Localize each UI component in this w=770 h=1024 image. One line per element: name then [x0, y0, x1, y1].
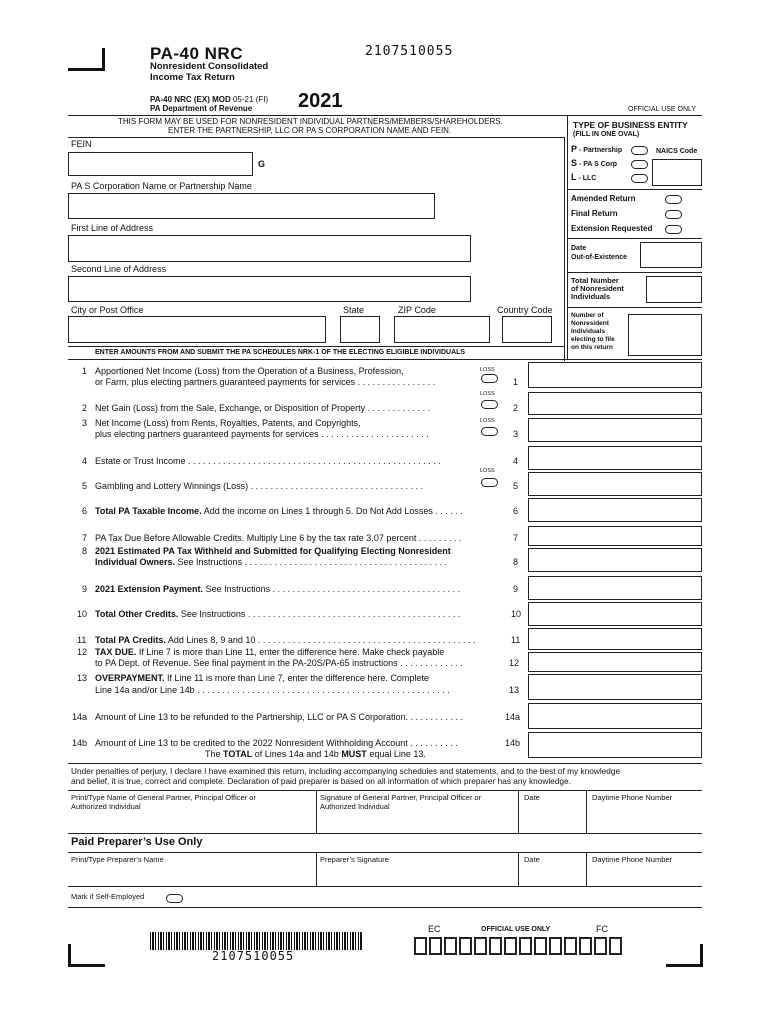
line-8-bold: Individual Owners. [95, 557, 176, 567]
extension-requested-oval[interactable] [665, 225, 682, 234]
entity-l-text: - LLC [578, 175, 597, 182]
form-id [150, 95, 268, 104]
line-2-loss-oval[interactable] [481, 400, 498, 409]
official-use-box-11 [564, 937, 577, 955]
address-line2-label: Second Line of Address [71, 264, 167, 274]
line-number-13: 13 [77, 673, 88, 683]
preparer-phone-label: Daytime Phone Number [592, 855, 673, 864]
official-use-box-3 [444, 937, 457, 955]
department-name: PA Department of Revenue [150, 104, 253, 113]
zip-field[interactable] [394, 316, 490, 343]
enter-amounts-top-rule [68, 346, 565, 347]
line-7-text: PA Tax Due Before Allowable Credits. Multiply Line 6 by the tax rate 3.07 percent . . . . . . . . . [95, 533, 462, 543]
entity-rule-3 [567, 272, 702, 273]
line-14a-amount-field[interactable] [528, 703, 702, 729]
preparer-phone-field[interactable] [588, 866, 700, 885]
line-13-marker: 13 [509, 685, 520, 695]
corner-mark-bottom-left [68, 944, 105, 967]
line-13-amount-field[interactable] [528, 674, 702, 700]
line-11-marker: 11 [511, 635, 521, 645]
preparer-divider-3 [586, 852, 587, 886]
line-3-text-a: Net Income (Loss) from Rents, Royalties, Patents, and Copyrights, [95, 418, 361, 428]
officer-phone-field[interactable] [588, 812, 700, 832]
date-out-of-existence-field[interactable] [640, 242, 702, 268]
line-2-text: Net Gain (Loss) from the Sale, Exchange, or Disposition of Property . . . . . . . . . . . . . [95, 403, 431, 413]
form-id-code: PA-40 NRC (EX) MOD [150, 95, 231, 104]
naics-field[interactable] [652, 159, 702, 186]
corner-mark-bottom-right [666, 944, 703, 967]
line-number-14b: 14b [72, 738, 88, 748]
official-use-box-5 [474, 937, 487, 955]
line-14b-text: Amount of Line 13 to be credited to the 2022 Nonresident Withholding Account . . . . . . . . . . [95, 738, 458, 748]
line-4-text: Estate or Trust Income . . . . . . . . . . . . . . . . . . . . . . . . . . . . . . . . . . . . . . . . . . . . . . . . . . . [95, 456, 441, 466]
total-nonresident-field[interactable] [646, 276, 702, 303]
line-11-rest: Add Lines 8, 9 and 10 . . . . . . . . . . . . . . . . . . . . . . . . . . . . . . . . . . . . . . . . . . . . [167, 635, 476, 645]
self-employed-oval[interactable] [166, 894, 183, 903]
official-use-box-12 [579, 937, 592, 955]
entity-p-letter: P [571, 144, 578, 154]
declaration-text-2: and belief, it is true, correct and complete. Declaration of paid preparer is based on all information of which preparer has any knowledge. [71, 776, 571, 786]
line-2-marker: 2 [513, 403, 519, 413]
electing-nonresident-field[interactable] [628, 314, 702, 356]
line-3-text-b: plus electing partners guaranteed payments for services . . . . . . . . . . . . . . . . . . . . . . [95, 429, 429, 439]
preparer-date-field[interactable] [520, 866, 584, 885]
line-2-amount-field[interactable] [528, 392, 702, 415]
preparer-signature-label: Preparer’s Signature [320, 855, 389, 864]
s-corp-oval[interactable] [631, 160, 648, 169]
signature-bottom-rule [68, 833, 702, 834]
line-7-marker: 7 [513, 533, 519, 543]
official-use-box-4 [459, 937, 472, 955]
declaration-top-rule [68, 763, 702, 764]
officer-signature-label-1: Signature of General Partner, Principal Officer or [320, 793, 482, 802]
line-number-10: 10 [77, 609, 88, 619]
line-5-loss-label: LOSS [480, 468, 495, 474]
entity-rule-4 [567, 307, 702, 308]
line-number-14a: 14a [72, 712, 88, 722]
preparer-bottom-rule [68, 886, 702, 887]
line-12-amount-field[interactable] [528, 652, 702, 672]
llc-oval[interactable] [631, 174, 648, 183]
preparer-name-field[interactable] [70, 866, 314, 885]
fc-label: FC [596, 924, 608, 934]
line-14-note-3: of Lines 14a and 14b [254, 749, 339, 759]
line-8-rest: See Instructions . . . . . . . . . . . . . . . . . . . . . . . . . . . . . . . . . . . . . . . . . [177, 557, 448, 567]
fein-field[interactable] [68, 152, 253, 176]
num-nr-label-1: Number of [571, 312, 604, 319]
line-14-note-4: MUST [341, 749, 367, 759]
line-5-loss-oval[interactable] [481, 478, 498, 487]
line-8-text-b [95, 557, 447, 567]
date-ooe-label-1: Date [571, 245, 587, 252]
line-9-marker: 9 [513, 584, 519, 594]
line-7-amount-field[interactable] [528, 526, 702, 546]
fein-label: FEIN [71, 139, 92, 149]
entity-partnership-label [571, 144, 622, 155]
line-9-bold: 2021 Extension Payment. [95, 584, 204, 594]
barcode-number: 2107510055 [212, 949, 295, 963]
line-8-amount-field[interactable] [528, 548, 702, 572]
line-1-loss-oval[interactable] [481, 374, 498, 383]
date-ooe-label-2: Out-of-Existence [571, 254, 628, 261]
final-return-oval[interactable] [665, 210, 682, 219]
entity-p-text: - Partnership [578, 147, 623, 154]
line-13-text-a [95, 673, 429, 683]
line-14-note-5: equal Line 13. [369, 749, 426, 759]
line-4-marker: 4 [513, 456, 519, 466]
entity-rule-2 [567, 238, 702, 239]
num-nr-label-5: on this return [571, 344, 613, 351]
barcode [150, 932, 362, 950]
country-code-label: Country Code [497, 305, 553, 315]
line-number-5: 5 [82, 481, 88, 491]
line-12-bold: TAX DUE. [95, 647, 137, 657]
corner-mark-top-left [68, 48, 105, 71]
officer-name-field[interactable] [70, 812, 314, 832]
preparer-title: Paid Preparer’s Use Only [71, 836, 203, 848]
officer-phone-label: Daytime Phone Number [592, 793, 673, 802]
line-1-marker: 1 [513, 377, 519, 387]
line-14-note-1: The [205, 749, 221, 759]
line-12-rest: If Line 7 is more than Line 11, enter the difference here. Make check payable [138, 647, 445, 657]
line-number-12: 12 [77, 647, 88, 657]
line-14-note [205, 749, 426, 759]
officer-signature-field[interactable] [318, 812, 516, 832]
country-code-field[interactable] [502, 316, 552, 343]
signature-divider-2 [518, 790, 519, 833]
line-14a-text: Amount of Line 13 to be refunded to the Partnership, LLC or PA S Corporation. . . . . . . . . . . . [95, 712, 464, 722]
line-13-text-b: Line 14a and/or Line 14b . . . . . . . . . . . . . . . . . . . . . . . . . . . . . . . . . . . . . . . . . . . . . . . . . . . [95, 685, 450, 695]
line-1-loss-label: LOSS [480, 367, 495, 373]
line-number-9: 9 [82, 584, 88, 594]
line-14a-marker: 14a [505, 712, 521, 722]
line-6-bold: Total PA Taxable Income. [95, 506, 202, 516]
partnership-oval[interactable] [631, 146, 648, 155]
line-13-rest: If Line 11 is more than Line 7, enter the difference here. Complete [167, 673, 429, 683]
preparer-signature-field[interactable] [318, 866, 516, 885]
line-10-rest: See Instructions . . . . . . . . . . . . . . . . . . . . . . . . . . . . . . . . . . . . . . . . . . . [180, 609, 461, 619]
line-3-marker: 3 [513, 429, 519, 439]
form-id-date: 05-21 (FI) [232, 95, 269, 104]
enter-amounts-bottom-rule [68, 359, 702, 360]
form-title-line2: Income Tax Return [150, 72, 235, 83]
entity-type-subtitle: (FILL IN ONE OVAL) [573, 131, 640, 138]
document-number: 2107510055 [365, 44, 454, 59]
line-14-note-2: TOTAL [223, 749, 253, 759]
official-use-box-13 [594, 937, 607, 955]
name-label: PA S Corporation Name or Partnership Name [71, 181, 252, 191]
official-use-box-9 [534, 937, 547, 955]
line-5-marker: 5 [513, 481, 519, 491]
line-13-bold: OVERPAYMENT. [95, 673, 165, 683]
address-line1-label: First Line of Address [71, 223, 154, 233]
line-number-1: 1 [82, 366, 88, 376]
line-12-text-b: to PA Dept. of Revenue. See final payment in the PA-20S/PA-65 instructions . . . . . . . . . . . . . [95, 658, 463, 668]
form-code: PA-40 NRC [150, 44, 243, 63]
extension-requested-label: Extension Requested [571, 224, 653, 233]
line-number-6: 6 [82, 506, 88, 516]
officer-signature-label-2: Authorized Individual [320, 802, 390, 811]
line-11-bold: Total PA Credits. [95, 635, 166, 645]
entity-llc-label [571, 172, 596, 183]
state-field[interactable] [340, 316, 380, 343]
zip-label: ZIP Code [398, 305, 436, 315]
fein-suffix: G [258, 159, 266, 169]
officer-name-label-1: Print/Type Name of General Partner, Principal Officer or [71, 793, 256, 802]
fein-rule [68, 137, 564, 138]
city-label: City or Post Office [71, 305, 144, 315]
amended-return-label: Amended Return [571, 194, 636, 203]
entity-rule-1 [567, 189, 702, 190]
line-9-amount-field[interactable] [528, 576, 702, 600]
address-line1-field[interactable] [68, 235, 471, 262]
declaration-text-1: Under penalties of perjury, I declare I have examined this return, including accompanying schedules and statements, and to the best of my knowledge [71, 766, 621, 776]
signature-top-rule [68, 790, 702, 791]
num-nr-label-2: Nonresident [571, 320, 609, 327]
entity-name-field[interactable] [68, 193, 435, 219]
official-use-box-7 [504, 937, 517, 955]
signature-divider-3 [586, 790, 587, 833]
preparer-date-label: Date [524, 855, 540, 864]
line-8-text-a: 2021 Estimated PA Tax Withheld and Submitted for Qualifying Electing Nonresident [95, 546, 451, 556]
line-1-text-b: or Farm, plus electing partners guaranteed payments for services . . . . . . . . . . . . . . . . [95, 377, 436, 387]
num-nr-label-4: electing to file [571, 336, 615, 343]
official-use-box-10 [549, 937, 562, 955]
official-use-box-2 [429, 937, 442, 955]
entity-scorp-label [571, 158, 617, 169]
line-11-text [95, 635, 475, 645]
line-14b-marker: 14b [505, 738, 521, 748]
enter-amounts-instruction: ENTER AMOUNTS FROM AND SUBMIT THE PA SCHEDULES NRK-1 OF THE ELECTING ELIGIBLE INDIVIDUALS [95, 349, 466, 356]
line-3-loss-oval[interactable] [481, 427, 498, 436]
header-rule [68, 115, 702, 116]
preparer-divider-2 [518, 852, 519, 886]
line-1-amount-field[interactable] [528, 362, 702, 388]
self-employed-rule [68, 907, 702, 908]
line-number-4: 4 [82, 456, 88, 466]
amended-return-oval[interactable] [665, 195, 682, 204]
tax-year: 2021 [298, 90, 343, 112]
entity-s-letter: S [571, 158, 578, 168]
official-use-label-top: OFFICIAL USE ONLY [628, 106, 697, 113]
address-right-rule [564, 137, 565, 361]
address-line2-field[interactable] [68, 276, 471, 302]
city-field[interactable] [68, 316, 326, 343]
line-5-amount-field[interactable] [528, 472, 702, 496]
entity-panel-left [567, 115, 568, 359]
line-3-loss-label: LOSS [480, 418, 495, 424]
total-nr-label-2: of Nonresident [571, 284, 624, 293]
naics-label: NAICS Code [656, 148, 698, 155]
form-title-line1: Nonresident Consolidated [150, 61, 269, 72]
officer-date-field[interactable] [520, 812, 584, 832]
line-number-7: 7 [82, 533, 88, 543]
line-3-amount-field[interactable] [528, 418, 702, 442]
preparer-divider-1 [316, 852, 317, 886]
line-6-marker: 6 [513, 506, 519, 516]
line-6-text [95, 506, 463, 516]
entity-type-title: TYPE OF BUSINESS ENTITY [573, 120, 688, 130]
total-nr-label-3: Individuals [571, 292, 611, 301]
line-10-bold: Total Other Credits. [95, 609, 179, 619]
line-11-amount-field[interactable] [528, 628, 702, 650]
line-1-text-a: Apportioned Net Income (Loss) from the Operation of a Business, Profession, [95, 366, 404, 376]
preparer-name-label: Print/Type Preparer’s Name [71, 855, 164, 864]
line-10-marker: 10 [511, 609, 522, 619]
line-10-amount-field[interactable] [528, 602, 702, 626]
line-4-amount-field[interactable] [528, 446, 702, 470]
official-use-label-bottom: OFFICIAL USE ONLY [481, 926, 551, 933]
line-5-text: Gambling and Lottery Winnings (Loss) . . . . . . . . . . . . . . . . . . . . . . . . . . . . . . . . . . . [95, 481, 424, 491]
state-label: State [343, 305, 365, 315]
official-use-box-1 [414, 937, 427, 955]
line-2-loss-label: LOSS [480, 391, 495, 397]
line-number-11: 11 [77, 635, 87, 645]
line-12-text-a [95, 647, 444, 657]
line-6-rest: Add the income on Lines 1 through 5. Do Not Add Losses . . . . . . [203, 506, 463, 516]
officer-name-label-2: Authorized Individual [71, 802, 141, 811]
total-nr-label-1: Total Number [571, 276, 619, 285]
final-return-label: Final Return [571, 209, 618, 218]
num-nr-label-3: Individuals [571, 328, 605, 335]
self-employed-label: Mark if Self-Employed [71, 892, 145, 901]
line-14b-amount-field[interactable] [528, 732, 702, 758]
instruction-line-1: THIS FORM MAY BE USED FOR NONRESIDENT INDIVIDUAL PARTNERS/MEMBERS/SHAREHOLDERS. [118, 117, 503, 126]
line-6-amount-field[interactable] [528, 498, 702, 522]
line-number-2: 2 [82, 403, 88, 413]
entity-s-text: - PA S Corp [578, 161, 618, 168]
official-use-box-8 [519, 937, 532, 955]
line-12-marker: 12 [509, 658, 520, 668]
official-use-box-14 [609, 937, 622, 955]
signature-divider-1 [316, 790, 317, 833]
entity-l-letter: L [571, 172, 577, 182]
officer-date-label: Date [524, 793, 540, 802]
line-9-text [95, 584, 460, 594]
line-9-rest: See Instructions . . . . . . . . . . . . . . . . . . . . . . . . . . . . . . . . . . . . . . [205, 584, 461, 594]
preparer-top-rule [68, 852, 702, 853]
line-number-8: 8 [82, 546, 88, 556]
ec-label: EC [428, 924, 441, 934]
instruction-line-2: ENTER THE PARTNERSHIP, LLC OR PA S CORPORATION NAME AND FEIN. [168, 126, 452, 135]
official-use-box-6 [489, 937, 502, 955]
line-8-marker: 8 [513, 557, 519, 567]
line-number-3: 3 [82, 418, 88, 428]
line-10-text [95, 609, 460, 619]
